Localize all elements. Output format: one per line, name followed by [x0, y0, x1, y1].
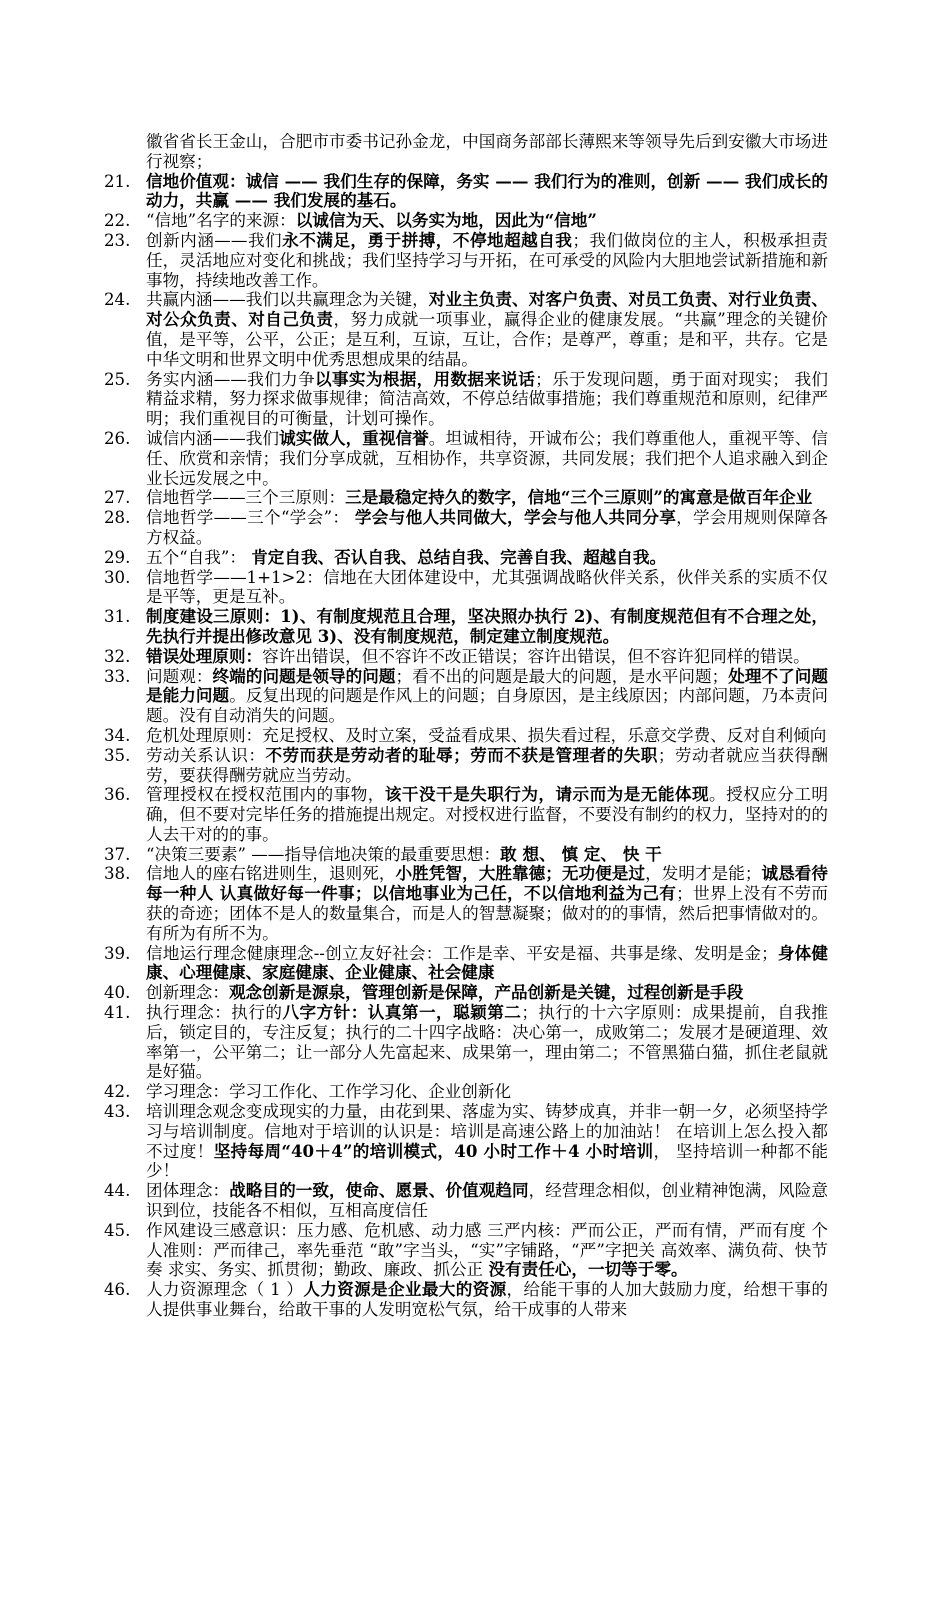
- bold-text: 战略目的一致，使命、愿景、价值观趋同: [229, 1180, 529, 1201]
- item-number: 37.: [104, 844, 131, 864]
- item-text: [146, 290, 828, 369]
- item-number: 33.: [104, 666, 131, 686]
- list-item: [104, 231, 828, 290]
- text-span: ，发明才是能；: [645, 864, 762, 884]
- item-text: [146, 211, 828, 231]
- list-item: [104, 785, 828, 844]
- item-text: [146, 983, 828, 1003]
- item-number: 35.: [104, 745, 131, 765]
- item-number: 31.: [104, 607, 131, 627]
- text-span: “决策三要素” ——指导信地决策的最重要思想：: [146, 844, 501, 864]
- list-item: [104, 746, 828, 786]
- list-item: [104, 548, 828, 568]
- text-span: 五个“自我”：: [146, 547, 252, 567]
- text-span: 团体理念：: [146, 1181, 230, 1201]
- item-text: [146, 607, 828, 647]
- bold-text: 该干没干是失职行为，请示而为是无能体现: [384, 784, 710, 805]
- text-span: 人力资源理念（ 1 ）: [146, 1280, 304, 1300]
- item-text: [146, 726, 828, 746]
- bold-text: 不劳而获是劳动者的耻辱；劳而不获是管理者的失职: [265, 744, 658, 765]
- text-span: 问题观：: [146, 666, 213, 686]
- text-span: 执行理念：执行的: [146, 1003, 283, 1023]
- list-item: [104, 1221, 828, 1280]
- text-span: ， 坚持培训一种都不能少！: [146, 1141, 828, 1181]
- list-item: [104, 488, 828, 508]
- list-item: [104, 864, 828, 943]
- text-span: “信地”名字的来源：: [146, 211, 296, 231]
- item-number: 21.: [104, 171, 131, 191]
- item-text: [146, 172, 828, 212]
- text-span: 共赢内涵——我们以共赢理念为关键，: [146, 290, 429, 310]
- item-text: [146, 231, 828, 290]
- text-span: 信地运行理念健康理念--创立友好社会：工作是幸、平安是福、共事是缘、发明是金；: [146, 943, 778, 963]
- bold-text: 没有责任心，一切等于零。: [488, 1259, 688, 1280]
- item-text: [146, 132, 828, 172]
- list-item: [104, 132, 828, 172]
- text-span: ；看不出的问题是最大的问题，是水平问题；: [395, 666, 729, 686]
- text-span: ，经营理念相似，创业精神饱满，风险意识到位，技能各不相似，互相高度信任: [146, 1181, 829, 1221]
- numbered-list: [104, 132, 828, 1320]
- text-span: 。授权应分工明确，但不要对完毕任务的措施提出规定。对授权进行监督，不要没有制约的权力，坚持对的的人去干对的的事。: [146, 785, 829, 844]
- bold-text: 坚持每周“40＋4”的培训模式，40 小时工作＋4 小时培训: [213, 1140, 654, 1161]
- item-number: 46.: [104, 1280, 131, 1300]
- item-text: [146, 864, 828, 943]
- list-item: [104, 647, 828, 667]
- bold-text: 身体健康、心理健康、家庭健康、企业健康、社会健康: [146, 942, 828, 983]
- item-text: [146, 370, 828, 429]
- item-text: [146, 568, 828, 608]
- text-span: ；执行的十六字原则：成果提前，自我推后，锁定目的，专注反复；执行的二十四字战略：决心第一，成败第二；发展才是硬道理、效率第一，公平第二；让一部分人先富起来、成果第一，理由第二；不管黑猫白猫，抓住老鼠就是好猫。: [146, 1003, 829, 1082]
- list-item: [104, 1102, 828, 1181]
- list-item: [104, 1003, 828, 1082]
- bold-text: 诚实做人，重视信誉: [279, 427, 429, 448]
- text-span: 信地哲学——三个“学会”：: [146, 508, 355, 528]
- text-span: 培训理念观念变成现实的力量，由花到果、落虚为实、铸梦成真，并非一朝一夕，必须坚持学习与培训制度。信地对于培训的认识是：培训是高速公路上的加油站！ 在培训上怎么投入都不过度！: [146, 1102, 828, 1161]
- item-text: [146, 508, 828, 548]
- item-text: [146, 1280, 828, 1320]
- text-span: ，给能干事的人加大鼓励力度，给想干事的人提供事业舞台，给敢干事的人发明宽松气氛，给干成事的人带来: [146, 1280, 829, 1320]
- text-span: 劳动关系认识：: [146, 745, 266, 765]
- item-number: 30.: [104, 567, 131, 587]
- text-span: 诚信内涵——我们: [146, 428, 280, 448]
- bold-text: 观念创新是源泉，管理创新是保障，产品创新是关键，过程创新是手段: [228, 982, 744, 1003]
- bold-text: 处理不了问题是能力问题: [146, 665, 829, 706]
- bold-text: 小胜凭智，大胜靠德；无功便是过: [395, 863, 646, 884]
- text-span: ；世界上没有不劳而获的奇迹；团体不是人的数量集合，而是人的智慧凝聚；做对的的事情，然后把事情做对的。有所为有所不为。: [146, 884, 828, 943]
- item-text: [146, 548, 828, 568]
- list-item: [104, 370, 828, 429]
- bold-text: 错误处理原则：: [146, 645, 263, 666]
- item-text: [146, 1181, 828, 1221]
- item-number: 34.: [104, 725, 131, 745]
- bold-text: 以诚信为天、以务实为地，因此为“信地”: [295, 210, 597, 231]
- item-number: 26.: [104, 428, 131, 448]
- item-number: 29.: [104, 547, 131, 567]
- list-item: [104, 944, 828, 984]
- list-item: [104, 429, 828, 488]
- text-span: ；我们做岗位的主人，积极承担责任，灵活地应对变化和挑战；我们坚持学习与开拓，在可承受的风险内大胆地尝试新措施和新事物，持续地改善工作。: [146, 230, 829, 290]
- item-number: 38.: [104, 864, 131, 884]
- text-span: 。坦诚相待，开诚布公；我们尊重他人，重视平等、信任、欣赏和亲情；我们分享成就，互相协作，共享资源，共同发展；我们把个人追求融入到企业长远发展之中。: [146, 428, 829, 488]
- list-item: [104, 568, 828, 608]
- list-item: [104, 726, 828, 746]
- item-number: 36.: [104, 785, 131, 805]
- text-span: 创新理念：: [146, 983, 229, 1003]
- item-number: 40.: [104, 983, 131, 1003]
- list-item: [104, 1082, 828, 1102]
- text-span: 信地人的座右铭进则生，退则死，: [146, 864, 396, 884]
- text-span: ，学会用规则保障各方权益。: [146, 508, 829, 547]
- text-span: ；乐于发现问题，勇于面对现实； 我们精益求精，努力探求做事规律；简洁高效，不停总结做事措施；我们尊重规范和原则，纪律严明；我们重视目的可衡量，计划可操作。: [146, 369, 828, 429]
- item-text: [146, 647, 828, 667]
- item-text: [146, 944, 828, 984]
- item-number: 39.: [104, 943, 131, 963]
- item-number: 28.: [104, 508, 131, 528]
- list-item: [104, 607, 828, 647]
- text-span: 管理授权在授权范围内的事物，: [146, 785, 385, 805]
- list-item: [104, 172, 828, 212]
- bold-text: 肯定自我、否认自我、总结自我、完善自我、超越自我。: [251, 546, 667, 567]
- list-item: [104, 290, 828, 369]
- list-item: [104, 211, 828, 231]
- item-number: 22.: [104, 211, 131, 231]
- list-item: [104, 667, 828, 726]
- list-item: [104, 1280, 828, 1320]
- item-number: 45.: [104, 1220, 131, 1240]
- text-span: ，努力成就一项事业，赢得企业的健康发展。“共赢”理念的关键价值，是平等，公平，公正；是互利，互谅，互让，合作；是尊严，尊重；是和平，共存。它是中华文明和世界文明中优秀思想成果的结晶。: [146, 310, 829, 369]
- bold-text: 信地价值观：诚信 —— 我们生存的保障，务实 —— 我们行为的准则，创新 —— 我们成长的动力，共赢 —— 我们发展的基石。: [146, 170, 828, 211]
- text-span: 。反复出现的问题是作风上的问题；自身原因，是主线原因；内部问题，乃本责问题。没有自动消失的问题。: [146, 686, 829, 726]
- text-span: 信地哲学——三个三原则：: [146, 488, 346, 508]
- text-span: 学习理念：学习工作化、工作学习化、企业创新化: [146, 1082, 512, 1102]
- bold-text: 三是最稳定持久的数字，信地“三个三原则”的寓意是做百年企业: [345, 487, 813, 508]
- bold-text: 八字方针：认真第一，聪颖第二: [282, 1002, 522, 1023]
- list-item: [104, 983, 828, 1003]
- bold-text: 诚恳看待每一种人 认真做好每一件事；以信地事业为己任，不以信地利益为己有: [146, 863, 829, 904]
- text-span: 容许出错误，但不容许不改正错误；容许出错误，但不容许犯同样的错误。: [262, 646, 810, 666]
- item-text: [146, 429, 828, 488]
- bold-text: 对业主负责、对客户负责、对员工负责、对行业负责、对公众负责、对自己负责: [146, 289, 829, 330]
- item-text: [146, 667, 828, 726]
- bold-text: 永不满足，勇于拼搏，不停地超越自我: [282, 229, 573, 250]
- item-text: [146, 1221, 828, 1280]
- item-number: 43.: [104, 1102, 131, 1122]
- list-item: [104, 845, 828, 865]
- bold-text: 人力资源是企业最大的资源: [303, 1279, 507, 1300]
- item-text: [146, 1102, 828, 1181]
- text-span: 信地哲学——1+1>2：信地在大团体建设中，尤其强调战略伙伴关系，伙伴关系的实质不仅是平等，更是互补。: [146, 567, 828, 607]
- item-text: [146, 845, 828, 865]
- item-text: [146, 785, 828, 844]
- text-span: 创新内涵——我们: [146, 230, 283, 250]
- item-text: [146, 488, 828, 508]
- item-number: 32.: [104, 646, 131, 666]
- item-text: [146, 1082, 828, 1102]
- item-text: [146, 746, 828, 786]
- bold-text: 终端的问题是领导的问题: [212, 665, 396, 686]
- item-number: 42.: [104, 1082, 131, 1102]
- list-item: [104, 1181, 828, 1221]
- text-span: 危机处理原则：充足授权、及时立案，受益看成果、损失看过程，乐意交学费、反对自利倾向: [146, 725, 827, 745]
- text-span: 作风建设三感意识：压力感、危机感、动力感 三严内核：严而公正，严而有情，严而有度 个人准则：严而律己，率先垂范 “敢”字当头，“实”字铺路，“严”字把关 高效率、满负荷、快节奏 求实、务实、抓贯彻；勤政、廉政、抓公正: [146, 1220, 828, 1280]
- item-number: 27.: [104, 488, 131, 508]
- bold-text: 以事实为根据，用数据来说话: [315, 368, 536, 389]
- item-number: 41.: [104, 1003, 131, 1023]
- text-span: 徽省省长王金山，合肥市市委书记孙金龙，中国商务部部长薄熙来等领导先后到安徽大市场进行视察；: [146, 132, 828, 171]
- text-span: 务实内涵——我们力争: [146, 369, 316, 389]
- item-number: 44.: [104, 1181, 131, 1201]
- text-span: ；劳动者就应当获得酬劳，要获得酬劳就应当劳动。: [146, 745, 829, 785]
- item-number: 25.: [104, 369, 131, 389]
- bold-text: 敢 想、 慎 定、 快 干: [500, 843, 662, 864]
- item-text: [146, 1003, 828, 1082]
- item-number: 24.: [104, 290, 131, 310]
- bold-text: 制度建设三原则：1)、有制度规范且合理，坚决照办执行 2)、有制度规范但有不合理之处，先执行并提出修改意见 3)、没有制度规范，制定建立制度规范。: [146, 606, 828, 646]
- list-item: [104, 508, 828, 548]
- item-number: 23.: [104, 230, 131, 250]
- bold-text: 学会与他人共同做大，学会与他人共同分享: [354, 507, 677, 528]
